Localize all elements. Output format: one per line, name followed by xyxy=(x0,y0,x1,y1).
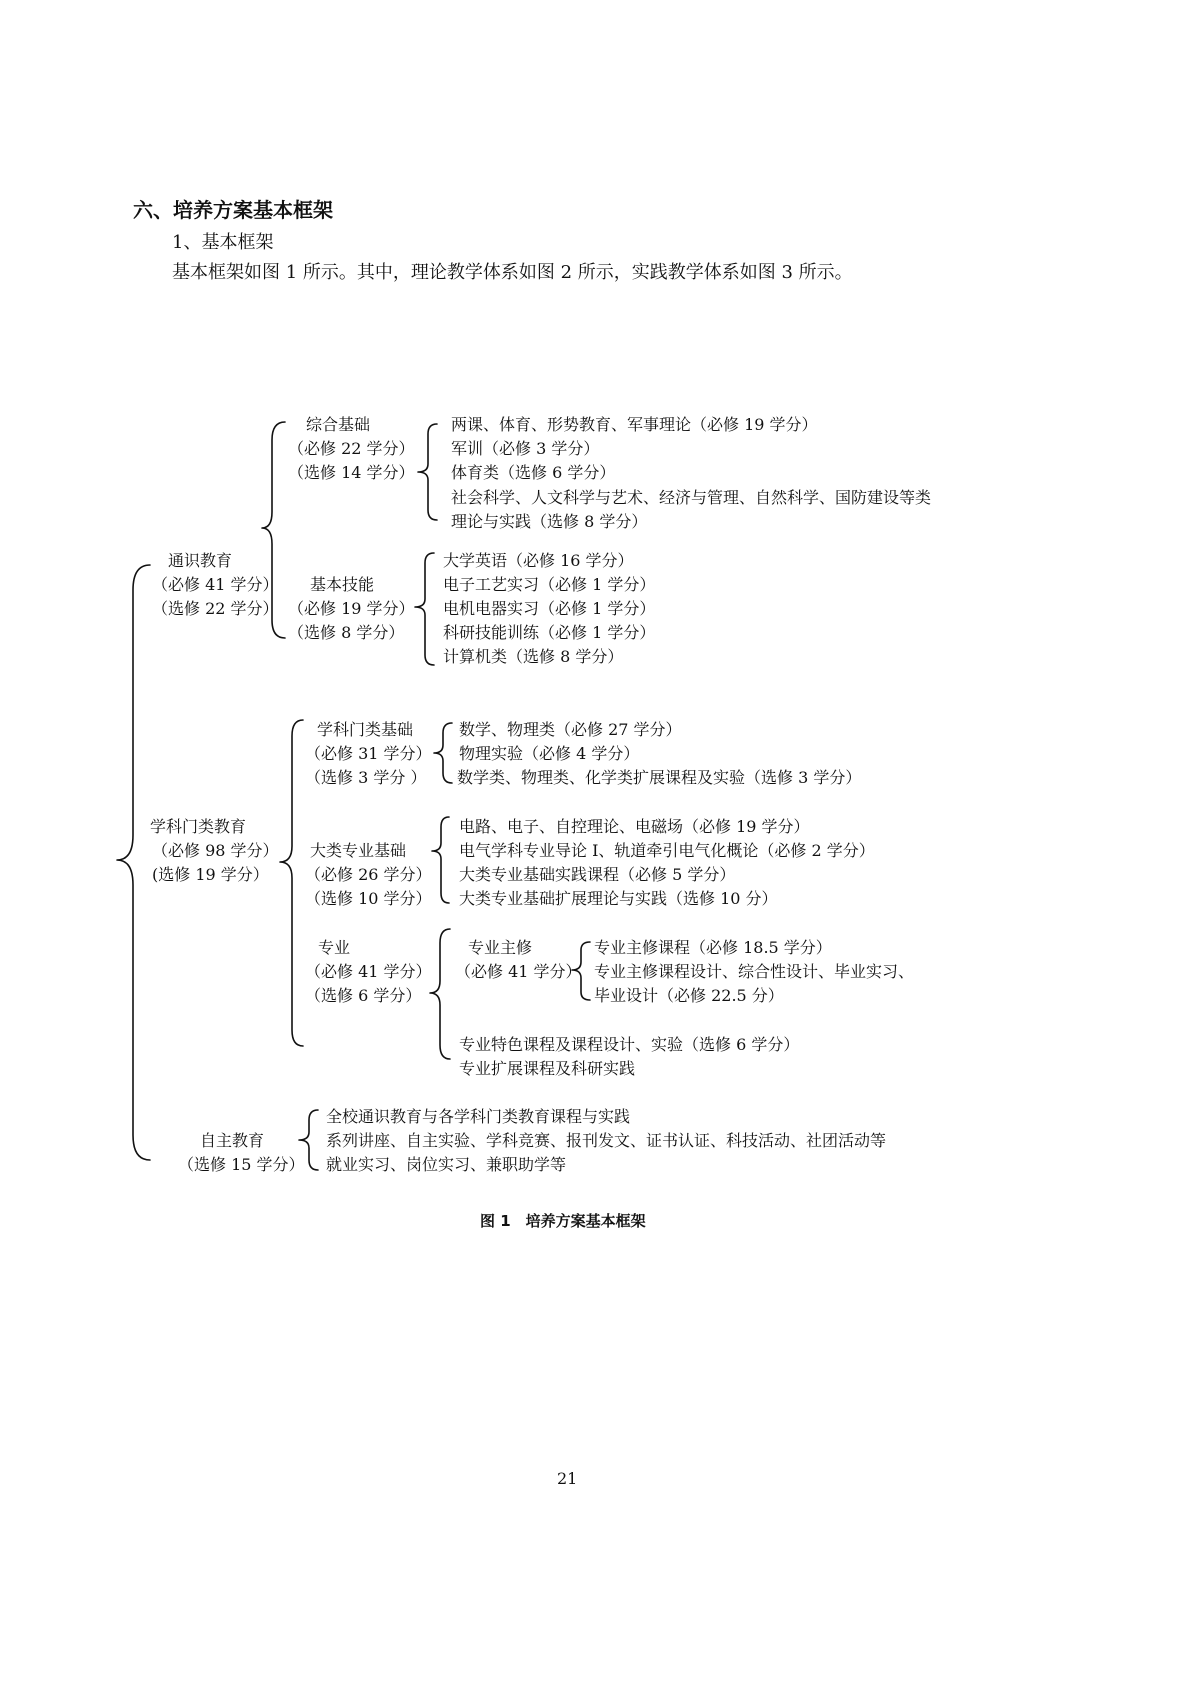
list-item: 科研技能训练（必修 1 学分） xyxy=(443,623,656,642)
major-foundation-brace xyxy=(432,817,449,903)
node-title: 专业 xyxy=(318,938,351,957)
node-required: （必修 98 学分） xyxy=(152,841,279,860)
section-heading: 六、培养方案基本框架 xyxy=(133,198,333,222)
node-title: 基本技能 xyxy=(310,575,375,594)
node-elective: （选修 14 学分） xyxy=(288,463,415,482)
node-title: 学科门类教育 xyxy=(150,817,247,836)
list-item: 专业扩展课程及科研实践 xyxy=(459,1059,636,1078)
root-brace xyxy=(117,565,150,1160)
list-item: 数学、物理类（必修 27 学分） xyxy=(459,720,682,739)
page-number: 21 xyxy=(557,1469,578,1488)
list-item: 理论与实践（选修 8 学分） xyxy=(451,512,648,531)
list-item: 军训（必修 3 学分） xyxy=(451,439,600,458)
list-item: 大类专业基础扩展理论与实践（选修 10 分） xyxy=(459,889,778,908)
list-item: 数学类、物理类、化学类扩展课程及实验（选修 3 学分） xyxy=(457,768,862,787)
node-title: 综合基础 xyxy=(306,415,371,434)
list-item: 系列讲座、自主实验、学科竞赛、报刊发文、证书认证、科技活动、社团活动等 xyxy=(326,1131,887,1150)
list-item: 就业实习、岗位实习、兼职助学等 xyxy=(326,1155,567,1174)
major-brace xyxy=(430,929,450,1059)
node-required: （必修 41 学分） xyxy=(305,962,432,981)
list-item: 全校通识教育与各学科门类教育课程与实践 xyxy=(326,1107,631,1126)
list-item: 体育类（选修 6 学分） xyxy=(451,463,616,482)
node-required: （必修 26 学分） xyxy=(305,865,432,884)
node-elective: （选修 10 学分） xyxy=(305,889,432,908)
subheading: 1、基本框架 xyxy=(172,232,274,253)
node-elective: （选修 3 学分 ） xyxy=(305,768,427,787)
node-elective: （选修 15 学分） xyxy=(178,1155,305,1174)
node-elective: （选修 22 学分） xyxy=(152,599,279,618)
node-required: （必修 19 学分） xyxy=(288,599,415,618)
node-title: 学科门类基础 xyxy=(317,720,414,739)
node-elective: (选修 19 学分） xyxy=(152,865,269,884)
list-item: 专业主修课程设计、综合性设计、毕业实习、 xyxy=(594,962,915,981)
discipline-brace xyxy=(280,720,303,1046)
node-required: （必修 41 学分） xyxy=(152,575,279,594)
node-required: （必修 31 学分） xyxy=(305,744,432,763)
node-elective: （选修 8 学分） xyxy=(288,623,405,642)
list-item: 电机电器实习（必修 1 学分） xyxy=(443,599,656,618)
list-item: 电气学科专业导论 I、轨道牵引电气化概论（必修 2 学分） xyxy=(459,841,875,860)
node-elective: （选修 6 学分） xyxy=(305,986,422,1005)
list-item: 专业主修课程（必修 18.5 学分） xyxy=(594,938,832,957)
node-required: （必修 22 学分） xyxy=(288,439,415,458)
node-required: （必修 41 学分） xyxy=(455,962,582,981)
list-item: 大类专业基础实践课程（必修 5 学分） xyxy=(459,865,736,884)
comprehensive-brace xyxy=(418,424,437,520)
list-item: 物理实验（必修 4 学分） xyxy=(459,744,640,763)
list-item: 电路、电子、自控理论、电磁场（必修 19 学分） xyxy=(459,817,810,836)
node-title: 大类专业基础 xyxy=(310,841,407,860)
list-item: 社会科学、人文科学与艺术、经济与管理、自然科学、国防建设等类 xyxy=(451,488,932,507)
list-item: 毕业设计（必修 22.5 分） xyxy=(594,986,784,1005)
list-item: 大学英语（必修 16 学分） xyxy=(443,551,634,570)
foundation-brace xyxy=(434,723,452,783)
list-item: 专业特色课程及课程设计、实验（选修 6 学分） xyxy=(459,1035,800,1054)
list-item: 计算机类（选修 8 学分） xyxy=(443,647,624,666)
node-title: 通识教育 xyxy=(168,551,233,570)
node-title: 自主教育 xyxy=(200,1131,265,1150)
intro-paragraph: 基本框架如图 1 所示。其中，理论教学体系如图 2 所示，实践教学体系如图 3 所示。 xyxy=(172,262,853,283)
list-item: 电子工艺实习（必修 1 学分） xyxy=(443,575,656,594)
figure-caption: 图 1 培养方案基本框架 xyxy=(480,1212,646,1230)
node-title: 专业主修 xyxy=(468,938,533,957)
list-item: 两课、体育、形势教育、军事理论（必修 19 学分） xyxy=(451,415,818,434)
skills-brace xyxy=(415,553,434,665)
